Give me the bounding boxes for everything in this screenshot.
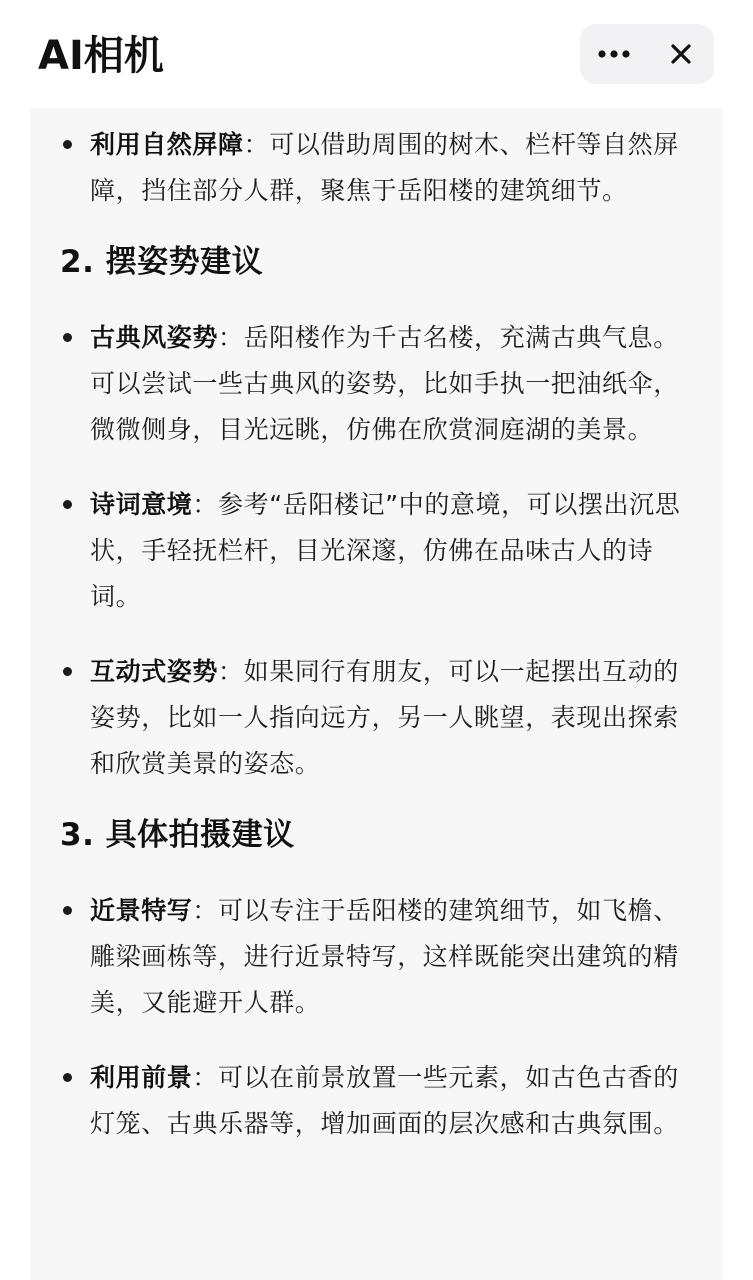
- bullet-icon: [63, 500, 72, 509]
- section-heading: 2. 摆姿势建议: [60, 244, 264, 280]
- list-item: [60, 1055, 699, 1147]
- item-text: 参考“岳阳楼记”中的意境，可以摆出沉思状，手轻抚栏杆，目光深邃，仿佛在品味古人的诗词。: [90, 490, 681, 611]
- list-item: [60, 122, 699, 214]
- app-header: [0, 0, 753, 108]
- more-horizontal-icon: [598, 50, 630, 58]
- chat-answer-content: [30, 108, 723, 1280]
- app-title: AI相机: [38, 33, 164, 79]
- bullet-icon: [63, 906, 72, 915]
- bullet-icon: [63, 333, 72, 342]
- item-term: 利用自然屏障: [90, 130, 244, 159]
- list-item: [60, 315, 699, 453]
- item-term: 互动式姿势: [90, 657, 219, 686]
- item-separator: ：: [243, 130, 270, 159]
- item-separator: ：: [218, 323, 244, 352]
- item-term: 古典风姿势: [90, 323, 219, 352]
- item-separator: ：: [192, 490, 219, 519]
- list-item: [60, 649, 699, 787]
- item-separator: ：: [192, 1063, 219, 1092]
- bullet-icon: [63, 140, 72, 149]
- close-button[interactable]: [647, 24, 714, 84]
- item-separator: ：: [218, 657, 244, 686]
- more-button[interactable]: [580, 24, 647, 84]
- bullet-icon: [63, 1073, 72, 1082]
- section-heading: 3. 具体拍摄建议: [60, 817, 295, 853]
- header-actions: [580, 24, 714, 84]
- item-text: 岳阳楼作为千古名楼，充满古典气息。可以尝试一些古典风的姿势，比如手执一把油纸伞，微微侧身，目光远眺，仿佛在欣赏洞庭湖的美景。: [90, 323, 679, 444]
- item-text: 可以借助周围的树木、栏杆等自然屏障，挡住部分人群，聚焦于岳阳楼的建筑细节。: [90, 130, 679, 205]
- close-icon: [671, 44, 691, 64]
- bullet-icon: [63, 667, 72, 676]
- list-item: [60, 482, 699, 620]
- list-item: [60, 888, 699, 1026]
- item-term: 利用前景: [90, 1063, 193, 1092]
- item-text: 可以专注于岳阳楼的建筑细节，如飞檐、雕梁画栋等，进行近景特写，这样既能突出建筑的精美，又能避开人群。: [90, 896, 679, 1017]
- item-term: 诗词意境: [90, 490, 193, 519]
- item-text: 可以在前景放置一些元素，如古色古香的灯笼、古典乐器等，增加画面的层次感和古典氛围。: [90, 1063, 679, 1138]
- item-separator: ：: [192, 896, 219, 925]
- item-term: 近景特写: [90, 896, 193, 925]
- item-text: 如果同行有朋友，可以一起摆出互动的姿势，比如一人指向远方，另一人眺望，表现出探索和欣赏美景的姿态。: [90, 657, 679, 778]
